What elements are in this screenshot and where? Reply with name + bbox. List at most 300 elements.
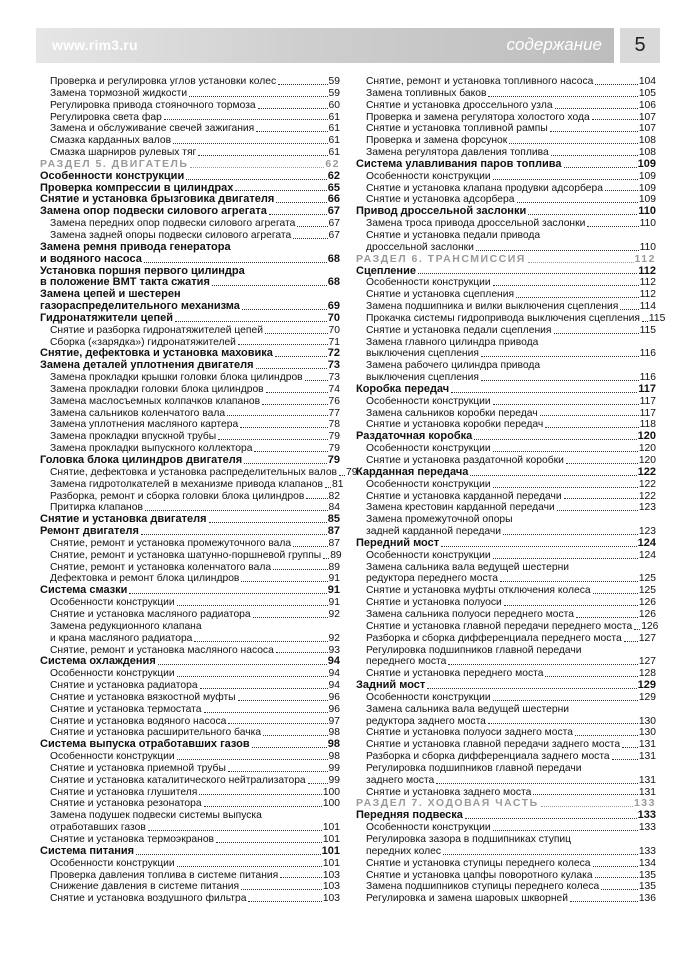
toc-chapter xyxy=(356,159,656,171)
dot-leader xyxy=(493,487,638,488)
toc-entry-title: Снятие и установка заднего моста xyxy=(366,786,532,798)
toc-chapter xyxy=(40,242,340,254)
toc-entry-title: Снятие и установка полуоси xyxy=(366,597,502,609)
dot-leader xyxy=(209,522,327,523)
toc-page-number: 133 xyxy=(638,845,656,857)
dot-leader xyxy=(550,131,638,132)
toc-page-number: 120 xyxy=(638,443,656,455)
dot-leader xyxy=(595,877,638,878)
dot-leader xyxy=(136,854,321,855)
toc-entry-title: Замена сальников коленчатого вала xyxy=(50,407,226,419)
toc-entry-title: Замена прокладки выпускного коллектора xyxy=(50,443,253,455)
toc-entry-title: Сборка («зарядка») гидронатяжителей xyxy=(50,336,236,348)
toc-page-number: 123 xyxy=(638,526,656,538)
toc-page-number: 81 xyxy=(331,478,344,490)
dot-leader xyxy=(297,226,327,227)
toc-entry-title: Замена прокладки крышки головки блока цилиндров xyxy=(50,372,303,384)
toc-entry xyxy=(356,881,656,893)
toc-entry-title: передних колес xyxy=(366,845,441,857)
toc-entry-title: Снятие и установка переднего моста xyxy=(366,668,544,680)
toc-entry-title: Замена сальника вала ведущей шестерни xyxy=(366,561,570,573)
toc-page-number: 124 xyxy=(638,549,656,561)
toc-chapter xyxy=(356,384,656,396)
dot-leader xyxy=(481,380,639,381)
toc-entry-title: Разборка, ремонт и сборка головки блока цилиндров xyxy=(50,490,305,502)
toc-page-number: 97 xyxy=(328,715,340,727)
toc-page-number: 110 xyxy=(639,218,656,230)
dot-leader xyxy=(273,569,327,570)
toc-page-number: 61 xyxy=(328,111,340,123)
toc-entry-title: Снятие и установка термоэкранов xyxy=(50,834,215,845)
toc-entry-title: редуктора переднего моста xyxy=(366,573,498,585)
toc-page-number: 91 xyxy=(328,597,340,609)
toc-entry-title: Снятие и установка двигателя xyxy=(40,513,207,526)
toc-entry-title: Замена прокладки головки блока цилиндров xyxy=(50,383,264,395)
toc-entry-title: Снятие, ремонт и установка топливного насоса xyxy=(366,76,594,87)
toc-chapter xyxy=(40,455,340,467)
toc-entry-title: РАЗДЕЛ 7. ХОДОВАЯ ЧАСТЬ xyxy=(356,797,539,810)
toc-entry-title: Снятие и установка полуоси заднего моста xyxy=(366,727,573,739)
toc-entry-title: Система охлаждения xyxy=(40,655,156,668)
toc-entry-title: Установка поршня первого цилиндра xyxy=(40,264,245,277)
toc-entry xyxy=(356,88,656,100)
dot-leader xyxy=(493,451,638,452)
toc-entry xyxy=(40,704,340,716)
toc-entry xyxy=(356,846,656,858)
toc-page-number: 133 xyxy=(637,809,656,822)
toc-page-number: 78 xyxy=(328,419,340,431)
toc-entry xyxy=(356,727,656,739)
toc-entry-title: Снятие и установка ступицы переднего колеса xyxy=(366,857,591,869)
toc-page-number: 115 xyxy=(639,324,656,336)
dot-leader xyxy=(177,866,322,867)
toc-page-number: 89 xyxy=(328,561,340,573)
toc-entry xyxy=(356,183,656,195)
toc-page-number: 134 xyxy=(638,857,656,869)
toc-entry xyxy=(356,822,656,834)
dot-leader xyxy=(612,759,638,760)
toc-entry xyxy=(356,775,656,787)
dot-leader xyxy=(325,487,331,488)
toc-entry xyxy=(40,135,340,147)
toc-entry xyxy=(40,597,340,609)
dot-leader xyxy=(306,498,327,499)
dot-leader xyxy=(622,747,638,748)
toc-entry xyxy=(356,360,656,372)
toc-entry xyxy=(356,870,656,882)
dot-leader xyxy=(175,321,327,322)
toc-entry xyxy=(356,763,656,775)
dot-leader xyxy=(248,901,321,902)
toc-page-number: 126 xyxy=(641,620,659,632)
toc-entry xyxy=(356,230,656,242)
toc-entry xyxy=(356,550,656,562)
toc-page-number: 77 xyxy=(328,407,340,419)
dot-leader xyxy=(262,404,327,405)
toc-entry-title: выключения сцепления xyxy=(366,372,479,384)
dot-leader xyxy=(173,143,327,144)
toc-page-number: 118 xyxy=(639,419,656,431)
dot-leader xyxy=(451,392,637,393)
toc-entry xyxy=(40,538,340,550)
dot-leader xyxy=(228,771,328,772)
dot-leader xyxy=(258,108,328,109)
toc-entry xyxy=(40,881,340,893)
toc-entry xyxy=(356,609,656,621)
toc-page-number: 108 xyxy=(638,147,656,159)
toc-entry xyxy=(356,562,656,574)
dot-leader xyxy=(204,806,322,807)
toc-entry-title: Снятие и установка коробки передач xyxy=(366,419,544,431)
toc-entry-title: Замена подушек подвески системы выпуска xyxy=(50,810,262,822)
toc-entry-title: Проверка и регулировка углов установки колес xyxy=(50,76,277,87)
toc-entry xyxy=(356,443,656,455)
dot-leader xyxy=(278,84,327,85)
toc-entry xyxy=(40,491,340,503)
toc-page-number: 115 xyxy=(648,312,666,324)
toc-entry-title: Система смазки xyxy=(40,584,128,597)
toc-entry xyxy=(356,692,656,704)
toc-entry xyxy=(40,466,358,479)
dot-leader xyxy=(540,415,639,416)
toc-page-number: 109 xyxy=(638,194,656,206)
toc-page-number: 122 xyxy=(638,490,656,502)
toc-page-number: 103 xyxy=(322,869,340,881)
toc-page-number: 92 xyxy=(328,632,340,644)
dot-leader xyxy=(634,629,640,630)
toc-page-number: 87 xyxy=(328,537,340,549)
dot-leader xyxy=(500,581,638,582)
toc-page-number: 127 xyxy=(638,632,656,644)
dot-leader xyxy=(339,475,345,476)
toc-entry-title: Замена главного цилиндра привода xyxy=(366,336,539,348)
toc-entry-title: Снятие и установка карданной передачи xyxy=(366,490,562,502)
dot-leader xyxy=(493,404,639,405)
toc-entry xyxy=(356,704,656,716)
toc-chapter xyxy=(356,680,656,692)
dot-leader xyxy=(177,676,328,677)
toc-entry xyxy=(356,337,656,349)
toc-page-number: 130 xyxy=(638,727,656,739)
toc-entry xyxy=(40,751,340,763)
toc-page-number: 79 xyxy=(346,466,358,478)
toc-entry-title: Снятие, ремонт и установка коленчатого вала xyxy=(50,561,272,573)
dot-leader xyxy=(470,475,636,476)
toc-entry xyxy=(40,621,340,633)
toc-entry-title: и крана масляного радиатора xyxy=(50,632,193,644)
toc-page-number: 87 xyxy=(327,525,340,538)
toc-entry-title: Замена задней опоры подвески силового агрегата xyxy=(50,229,292,241)
toc-page-number: 67 xyxy=(328,229,340,241)
toc-entry xyxy=(356,620,659,633)
dot-leader xyxy=(308,783,328,784)
toc-page-number: 117 xyxy=(639,395,656,407)
toc-entry-title: Замена редукционного клапана xyxy=(50,620,202,632)
dot-leader xyxy=(443,854,638,855)
toc-entry xyxy=(40,798,340,810)
dot-leader xyxy=(587,226,638,227)
toc-entry-title: Снятие, дефектовка и установка маховика xyxy=(40,347,273,360)
toc-page-number: 72 xyxy=(327,347,340,360)
toc-page-number: 79 xyxy=(328,443,340,455)
dot-leader xyxy=(199,794,321,795)
toc-entry xyxy=(40,870,340,882)
dot-leader xyxy=(517,202,638,203)
dot-leader xyxy=(545,427,638,428)
toc-page-number: 112 xyxy=(638,264,656,277)
toc-entry-title: отработавших газов xyxy=(50,822,146,834)
dot-leader xyxy=(177,605,328,606)
toc-entry xyxy=(356,171,656,183)
toc-entry xyxy=(40,325,340,337)
toc-page-number: 109 xyxy=(638,182,656,194)
toc-entry-title: Карданная передача xyxy=(356,465,469,478)
dot-leader xyxy=(481,356,639,357)
toc-entry xyxy=(40,763,340,775)
toc-entry xyxy=(356,893,656,905)
dot-leader xyxy=(186,179,327,180)
toc-page-number: 110 xyxy=(638,205,656,218)
toc-page-number: 101 xyxy=(322,857,340,869)
toc-entry-title: Замена опор подвески силового агрегата xyxy=(40,205,267,218)
dot-leader xyxy=(145,510,328,511)
toc-entry-title: Замена и обслуживание свечей зажигания xyxy=(50,123,255,135)
toc-page-number: 61 xyxy=(328,135,340,147)
page-number: 5 xyxy=(620,28,660,63)
toc-entry xyxy=(356,645,656,657)
toc-entry xyxy=(356,491,656,503)
dot-leader xyxy=(129,593,326,594)
toc-entry xyxy=(356,573,656,585)
dot-leader xyxy=(212,285,327,286)
toc-entry xyxy=(356,514,656,526)
dot-leader xyxy=(575,735,638,736)
toc-entry-title: Замена регулятора давления топлива xyxy=(366,147,549,159)
toc-page-number: 60 xyxy=(328,99,340,111)
dot-leader xyxy=(190,167,324,168)
dot-leader xyxy=(465,818,637,819)
toc-entry-title: Особенности конструкции xyxy=(366,691,491,703)
toc-entry-title: Особенности конструкции xyxy=(366,549,491,561)
toc-page-number: 112 xyxy=(639,277,656,289)
toc-page-number: 112 xyxy=(639,289,656,301)
toc-chapter xyxy=(40,846,340,858)
toc-page-number: 89 xyxy=(330,549,342,561)
toc-entry-title: Снятие и установка главной передачи заднего моста xyxy=(366,739,621,751)
toc-entry-title: Снятие, ремонт и установка шатунно-поршневой группы xyxy=(50,549,322,561)
toc-entry xyxy=(356,408,656,420)
toc-entry-title: Замена передних опор подвески силового агрегата xyxy=(50,218,296,230)
toc-entry-title: Замена подшипников ступицы переднего колеса xyxy=(366,881,600,893)
toc-entry-title: Снятие и установка дроссельного узла xyxy=(366,99,553,111)
toc-page-number: 129 xyxy=(638,691,656,703)
toc-page-number: 103 xyxy=(322,893,340,905)
dot-leader xyxy=(533,794,637,795)
dot-leader xyxy=(593,593,638,594)
toc-page-number: 94 xyxy=(328,680,340,692)
toc-page-number: 126 xyxy=(638,597,656,609)
toc-entry-title: заднего моста xyxy=(366,774,435,786)
toc-entry xyxy=(40,100,340,112)
toc-section-heading xyxy=(40,159,340,171)
dot-leader xyxy=(218,439,327,440)
toc-entry-title: Снятие и установка термостата xyxy=(50,703,202,715)
dot-leader xyxy=(504,605,638,606)
toc-entry-title: Замена сальника вала ведущей шестерни xyxy=(366,703,570,715)
toc-entry-title: Особенности конструкции xyxy=(366,277,491,289)
dot-leader xyxy=(595,84,637,85)
toc-entry xyxy=(356,716,656,728)
toc-page-number: 100 xyxy=(322,798,340,810)
toc-chapter xyxy=(356,431,656,443)
dot-leader xyxy=(493,830,638,831)
toc-entry-title: Особенности конструкции xyxy=(50,668,175,680)
dot-leader xyxy=(427,688,636,689)
toc-entry xyxy=(356,301,656,313)
toc-page-number: 62 xyxy=(327,169,340,182)
toc-chapter xyxy=(356,467,656,479)
toc-entry xyxy=(356,585,656,597)
toc-entry-title: Снятие и установка главной передачи переднего моста xyxy=(366,620,633,632)
toc-entry-title: в положение ВМТ такта сжатия xyxy=(40,276,210,289)
toc-entry-title: Особенности конструкции xyxy=(50,597,175,609)
dot-leader xyxy=(493,558,638,559)
toc-entry xyxy=(40,810,340,822)
dot-leader xyxy=(557,510,638,511)
dot-leader xyxy=(570,901,638,902)
toc-entry-title: Проверка давления топлива в системе питания xyxy=(50,869,279,881)
toc-entry xyxy=(40,609,340,621)
toc-entry-title: Передняя подвеска xyxy=(356,809,463,822)
toc-page-number: 94 xyxy=(327,655,340,668)
toc-entry-title: Замена гидротолкателей в механизме привода клапанов xyxy=(50,478,323,490)
toc-page-number: 105 xyxy=(638,87,656,99)
toc-entry xyxy=(40,550,340,562)
toc-page-number: 125 xyxy=(638,585,656,597)
toc-entry xyxy=(356,502,656,514)
toc-entry-title: Особенности конструкции xyxy=(366,822,491,834)
dot-leader xyxy=(238,700,328,701)
toc-entry-title: Смазка карданных валов xyxy=(50,135,172,147)
toc-page-number: 98 xyxy=(328,751,340,763)
toc-page-number: 131 xyxy=(638,786,656,798)
toc-entry-title: Замена троса привода дроссельной заслонки xyxy=(366,218,586,230)
dot-leader xyxy=(228,723,327,724)
toc-entry-title: Разборка и сборка дифференциала переднего моста xyxy=(366,632,622,644)
toc-entry xyxy=(356,289,656,301)
toc-entry xyxy=(356,112,656,124)
toc-page-number: 110 xyxy=(639,241,656,253)
toc-entry xyxy=(356,858,656,870)
toc-entry-title: Замена деталей уплотнения двигателя xyxy=(40,359,254,372)
toc-page-number: 103 xyxy=(322,881,340,893)
toc-page-number: 99 xyxy=(328,762,340,774)
toc-chapter xyxy=(356,810,656,822)
toc-page-number: 133 xyxy=(638,822,656,834)
dot-leader xyxy=(204,712,328,713)
toc-entry-title: Снятие и установка глушителя xyxy=(50,786,198,798)
toc-entry xyxy=(40,787,340,799)
dot-leader xyxy=(241,889,322,890)
toc-entry xyxy=(40,419,340,431)
dot-leader xyxy=(194,641,327,642)
toc-page-number: 112 xyxy=(634,252,656,265)
toc-entry-title: Снятие и установка резонатора xyxy=(50,798,202,810)
toc-entry xyxy=(356,312,666,325)
dot-leader xyxy=(476,250,639,251)
toc-entry-title: Снятие и установка раздаточной коробки xyxy=(366,455,564,466)
toc-entry-title: Разборка и сборка дифференциала заднего моста xyxy=(366,751,610,763)
dot-leader xyxy=(620,309,638,310)
dot-leader xyxy=(164,119,328,120)
dot-leader xyxy=(436,783,638,784)
dot-leader xyxy=(276,202,326,203)
toc-page-number: 122 xyxy=(638,478,656,490)
toc-page-number: 131 xyxy=(638,739,656,751)
toc-entry xyxy=(356,834,656,846)
toc-page-number: 120 xyxy=(638,455,656,466)
toc-chapter xyxy=(40,526,340,538)
toc-entry-title: Замена сальников коробки передач xyxy=(366,407,538,419)
toc-entry-title: Притирка клапанов xyxy=(50,502,143,514)
dot-leader xyxy=(253,617,328,618)
dot-leader xyxy=(418,273,637,274)
toc-entry xyxy=(40,112,340,124)
toc-page-number: 82 xyxy=(328,490,340,502)
toc-entry-title: Снятие и установка клапана продувки адсорбера xyxy=(366,182,603,194)
toc-entry-title: Снятие и установка педали привода xyxy=(366,229,541,241)
toc-page-number: 117 xyxy=(638,382,656,395)
dot-leader xyxy=(144,262,327,263)
toc-entry-title: РАЗДЕЛ 6. ТРАНСМИССИЯ xyxy=(356,252,526,265)
toc-entry xyxy=(356,76,656,88)
toc-entry-title: Замена маслосъемных колпачков клапанов xyxy=(50,395,261,407)
toc-entry xyxy=(40,384,340,396)
toc-entry-title: РАЗДЕЛ 5. ДВИГАТЕЛЬ xyxy=(40,157,189,170)
toc-entry xyxy=(40,88,340,100)
dot-leader xyxy=(564,498,638,499)
toc-entry-title: Проверка и замена регулятора холостого хода xyxy=(366,111,590,123)
toc-entry xyxy=(356,100,656,112)
toc-entry-title: Дефектовка и ремонт блока цилиндров xyxy=(50,573,240,585)
toc-entry xyxy=(356,479,656,491)
toc-entry-title: Задний мост xyxy=(356,679,426,692)
toc-entry-title: Раздаточная коробка xyxy=(356,430,473,443)
dot-leader xyxy=(592,119,638,120)
dot-leader xyxy=(528,262,634,263)
dot-leader xyxy=(528,214,637,215)
toc-entry xyxy=(40,822,340,834)
toc-entry xyxy=(40,431,340,443)
dot-leader xyxy=(252,747,327,748)
toc-page-number: 116 xyxy=(639,372,656,384)
toc-entry xyxy=(40,716,340,728)
toc-entry-title: Привод дроссельной заслонки xyxy=(356,205,527,218)
dot-leader xyxy=(605,190,638,191)
toc-page-number: 69 xyxy=(327,300,340,313)
toc-entry-title: Снятие и установка водяного насоса xyxy=(50,715,227,727)
toc-entry-title: газораспределительного механизма xyxy=(40,300,240,313)
toc-entry-title: Прокачка системы гидропривода выключения сцепления xyxy=(366,312,640,324)
dot-leader xyxy=(141,534,327,535)
toc-page-number: 120 xyxy=(637,430,656,443)
toc-page-number: 94 xyxy=(328,668,340,680)
toc-entry-title: Особенности конструкции xyxy=(366,395,491,407)
toc-entry-title: Система улавливания паров топлива xyxy=(356,157,562,170)
toc-entry-title: Гидронатяжители цепей xyxy=(40,311,173,324)
toc-page-number: 116 xyxy=(639,348,656,360)
toc-page-number: 136 xyxy=(638,893,656,905)
